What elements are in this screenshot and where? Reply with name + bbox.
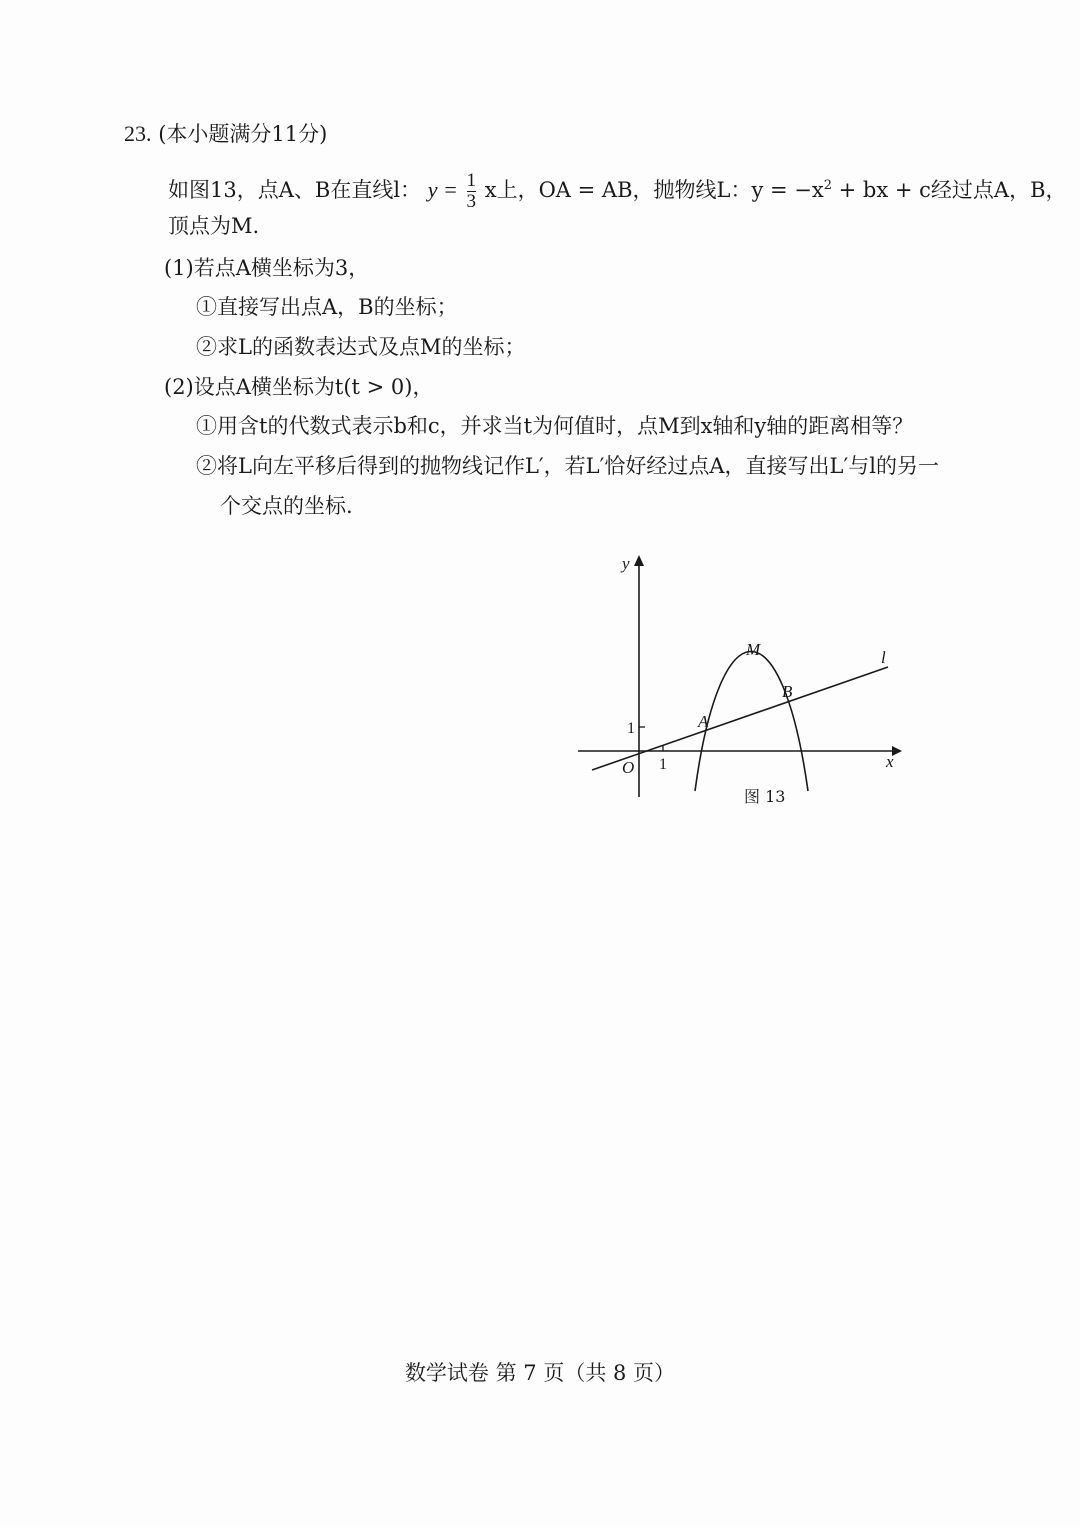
label-origin: O: [622, 758, 635, 777]
part2-title: (2)设点A横坐标为t(t > 0)，: [164, 375, 434, 399]
line-equation-lhs: y =: [427, 177, 458, 202]
label-x-one: 1: [659, 756, 667, 773]
label-point-B: B: [782, 682, 793, 701]
parabola-L: [695, 652, 808, 792]
exponent: 2: [823, 178, 832, 193]
line-equation-rhs: x上，OA = AB，抛物线L：y = −x: [484, 178, 824, 202]
problem-intro-line2: 顶点为M.: [168, 214, 260, 238]
line-l: [592, 667, 888, 770]
label-line-l: l: [881, 648, 886, 667]
label-point-A: A: [698, 712, 709, 731]
fraction-denominator: 3: [466, 191, 477, 212]
problem-header: [124, 120, 327, 148]
part2-question1: ①用含t的代数式表示b和c，并求当t为何值时，点M到x轴和y轴的距离相等？: [196, 414, 914, 438]
label-vertex-M: M: [746, 640, 761, 659]
intro-part2: + bx + c经过点A，B，: [831, 178, 1067, 202]
figure-caption: 图 13: [744, 787, 786, 806]
part2-question2-line1: ②将L向左平移后得到的抛物线记作L′，若L′恰好经过点A，直接写出L′与l的另一: [196, 454, 939, 478]
problem-number: 23.: [124, 121, 152, 146]
label-x: x: [886, 752, 894, 771]
intro-part1: 如图13，点A、B在直线l：: [168, 178, 422, 202]
label-y-one: 1: [627, 720, 635, 737]
fraction-one-third: [467, 171, 477, 212]
fraction-numerator: 1: [466, 170, 477, 191]
score-note: (本小题满分11分): [158, 122, 328, 146]
figure-13: [570, 545, 910, 815]
part1-title: (1)若点A横坐标为3，: [164, 256, 370, 280]
y-axis-arrow-icon: [634, 555, 644, 566]
part1-question1: ①直接写出点A，B的坐标；: [196, 295, 458, 319]
part2-question2-line2: 个交点的坐标.: [220, 494, 353, 518]
label-y: y: [622, 554, 630, 573]
problem-intro-line1: [168, 166, 1067, 212]
page-footer: 数学试卷 第 7 页（共 8 页）: [404, 1361, 676, 1385]
part1-question2: ②求L的函数表达式及点M的坐标；: [196, 335, 526, 359]
